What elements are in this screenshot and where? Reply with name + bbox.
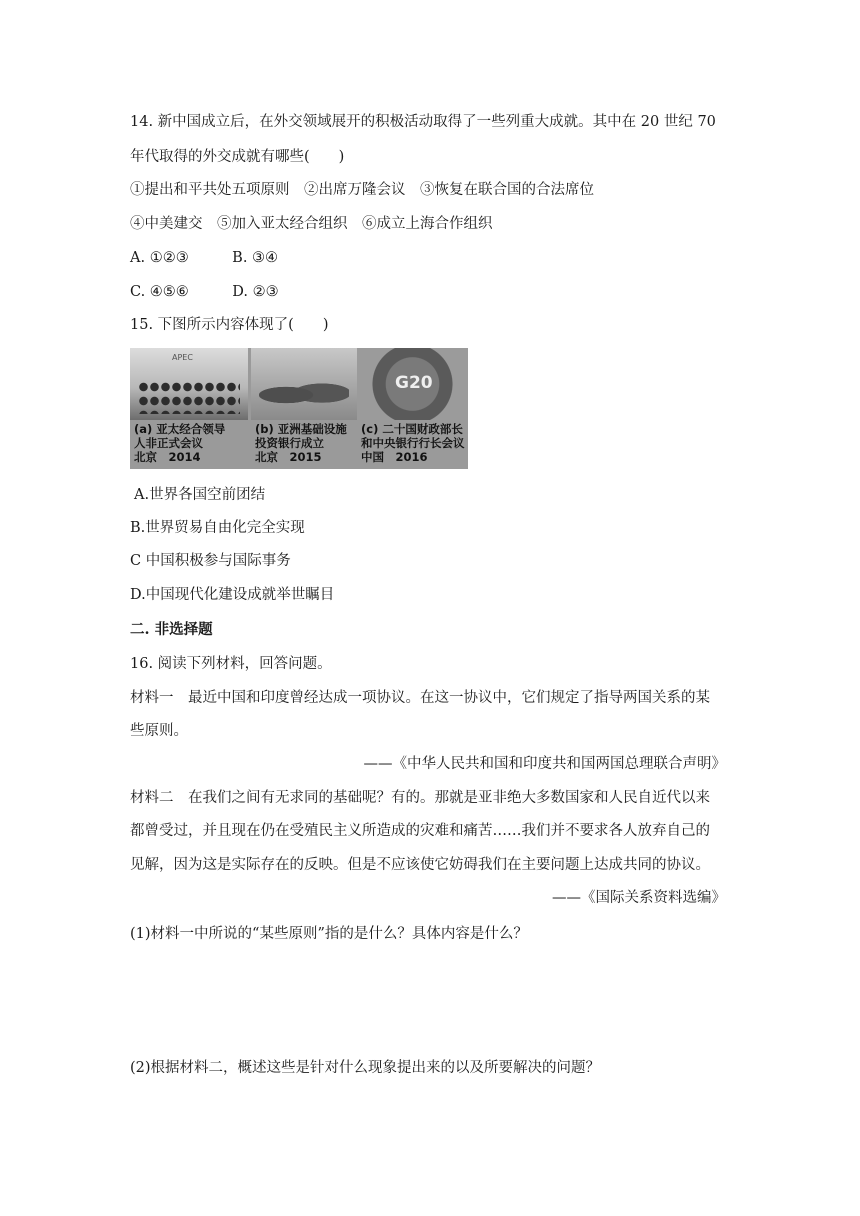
q15-option-c: C 中国积极参与国际事务	[130, 553, 291, 569]
q16-subquestion-2: (2)根据材料二，概述这些是针对什么现象提出来的以及所要解决的问题？	[130, 1060, 601, 1076]
g20-photo-panel	[357, 348, 468, 469]
q14-stem-line2: 年代取得的外交成就有哪些( )	[130, 149, 345, 165]
aiib-photo	[251, 348, 357, 420]
g20-logo-photo	[357, 348, 468, 420]
apec-photo	[130, 348, 248, 420]
q14-options-line1: A. ①②③ B. ③④	[130, 250, 279, 266]
q16-material2-line1: 材料二 在我们之间有无求同的基础呢？有的。那就是亚非绝大多数国家和人民自近代以来	[130, 790, 710, 806]
g20-caption: (c) 二十国财政部长 和中央银行行长会议 中国 2016	[361, 422, 465, 464]
aiib-caption: (b) 亚洲基础设施 投资银行成立 北京 2015	[255, 422, 347, 464]
q16-material2-line3: 见解，因为这是实际存在的反映。但是不应该使它妨碍我们在主要问题上达成共同的协议。	[130, 857, 710, 873]
aiib-photo-panel	[251, 348, 357, 469]
g20-logo-text: G20	[395, 373, 433, 393]
q15-photo-strip	[130, 348, 468, 469]
q14-stem-line1: 14. 新中国成立后，在外交领域展开的积极活动取得了一些列重大成就。其中在 20 世纪 70	[130, 114, 716, 130]
q16-material2-source: ——《国际关系资料选编》	[552, 890, 726, 906]
q15-option-a: A.世界各国空前团结	[134, 487, 266, 503]
world-map-graphic	[259, 376, 349, 414]
apec-photo-panel	[130, 348, 248, 469]
q16-material1-line1: 材料一 最近中国和印度曾经达成一项协议。在这一协议中，它们规定了指导两国关系的某	[130, 690, 710, 706]
q16-material2-line2: 都曾受过，并且现在仍在受殖民主义所造成的灾难和痛苦……我们并不要求各人放弃自己的	[130, 823, 710, 839]
apec-caption: (a) 亚太经合领导 人非正式会议 北京 2014	[134, 422, 226, 464]
q16-intro: 16. 阅读下列材料，回答问题。	[130, 656, 332, 672]
leaders-group-photo	[138, 380, 240, 414]
q15-stem: 15. 下图所示内容体现了( )	[130, 317, 329, 333]
q15-option-d: D.中国现代化建设成就举世瞩目	[130, 587, 335, 603]
q16-material1-line2: 些原则。	[130, 723, 188, 739]
q14-items-line1: ①提出和平共处五项原则 ②出席万隆会议 ③恢复在联合国的合法席位	[130, 182, 594, 198]
apec-logo-text: APEC	[172, 353, 193, 362]
q14-options-line2: C. ④⑤⑥ D. ②③	[130, 284, 279, 300]
q15-option-b: B.世界贸易自由化完全实现	[130, 520, 305, 536]
section-heading: 二. 非选择题	[130, 621, 213, 638]
q16-material1-source: ——《中华人民共和国和印度共和国两国总理联合声明》	[363, 756, 726, 772]
q16-subquestion-1: (1)材料一中所说的“某些原则”指的是什么？具体内容是什么？	[130, 926, 528, 942]
q14-items-line2: ④中美建交 ⑤加入亚太经合组织 ⑥成立上海合作组织	[130, 216, 493, 232]
